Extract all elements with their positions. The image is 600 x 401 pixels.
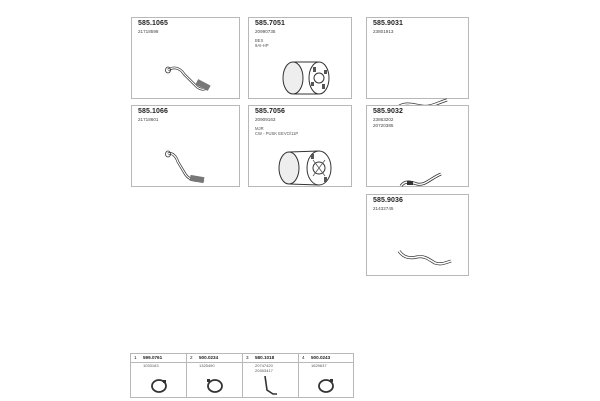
exhaust-pipe-drawing (160, 146, 220, 188)
hanger-bracket-icon (243, 376, 298, 401)
accessory-index: 1 (134, 355, 137, 360)
part-number: 585.9036 (373, 197, 403, 204)
clamp-ring-icon (187, 376, 242, 401)
fitment-note: CW - PUSK EEVO/11P (255, 131, 299, 136)
part-card-585-9031[interactable] (366, 17, 469, 99)
accessory-part-number: 500.0243 (311, 355, 331, 360)
reference-number: 21432745 (373, 206, 394, 211)
fitment-note: 9AI-HP (255, 43, 269, 48)
silencer-drawing (281, 58, 331, 98)
accessory-cell[interactable] (131, 354, 187, 397)
part-number: 585.1066 (138, 108, 168, 115)
fitment-note: BEX (255, 38, 264, 43)
accessory-cell[interactable] (243, 354, 299, 397)
exhaust-pipe-drawing (160, 62, 220, 98)
silencer-drawing (277, 148, 335, 188)
reference-number: 23801913 (373, 29, 394, 34)
accessory-index: 2 (190, 355, 193, 360)
accessory-ref: 20453417 (255, 368, 273, 373)
accessory-ref: 1629637 (311, 363, 327, 368)
clamp-ring-icon (299, 376, 353, 401)
accessory-part-number: 500.0234 (199, 355, 219, 360)
accessory-cell[interactable] (299, 354, 353, 397)
accessory-ref: 1033163 (143, 363, 159, 368)
accessory-cell[interactable] (187, 354, 243, 397)
reference-number: 20990735 (255, 29, 276, 34)
part-card-585-1065[interactable] (131, 17, 240, 99)
part-card-585-1066[interactable] (131, 105, 240, 187)
reference-number: 21718598 (138, 29, 159, 34)
part-card-585-9032[interactable] (366, 105, 469, 187)
part-card-585-9036[interactable] (366, 194, 469, 276)
accessory-index: 3 (246, 355, 249, 360)
part-number: 585.9031 (373, 20, 403, 27)
reference-number: 23863202 (373, 117, 394, 122)
reference-number: 20720385 (373, 122, 394, 128)
clamp-ring-icon (131, 376, 186, 401)
part-number: 585.7056 (255, 108, 285, 115)
accessories-strip (130, 353, 354, 398)
part-number: 585.9032 (373, 108, 403, 115)
fitment-note: MJR (255, 126, 264, 131)
reference-number: 21718601 (138, 117, 159, 122)
part-number: 585.1065 (138, 20, 168, 27)
accessory-part-number: 599.0761 (143, 355, 163, 360)
accessory-ref: 1325490 (199, 363, 215, 368)
accessory-part-number: 580.1018 (255, 355, 275, 360)
part-number: 585.7051 (255, 20, 285, 27)
part-card-585-7056[interactable] (248, 105, 352, 187)
accessory-ref: 20747420 (255, 363, 273, 368)
exhaust-pipe-drawing (397, 168, 447, 192)
reference-number: 20909163 (255, 117, 276, 122)
part-card-585-7051[interactable] (248, 17, 352, 99)
accessory-index: 4 (302, 355, 305, 360)
exhaust-pipe-drawing (395, 245, 455, 269)
